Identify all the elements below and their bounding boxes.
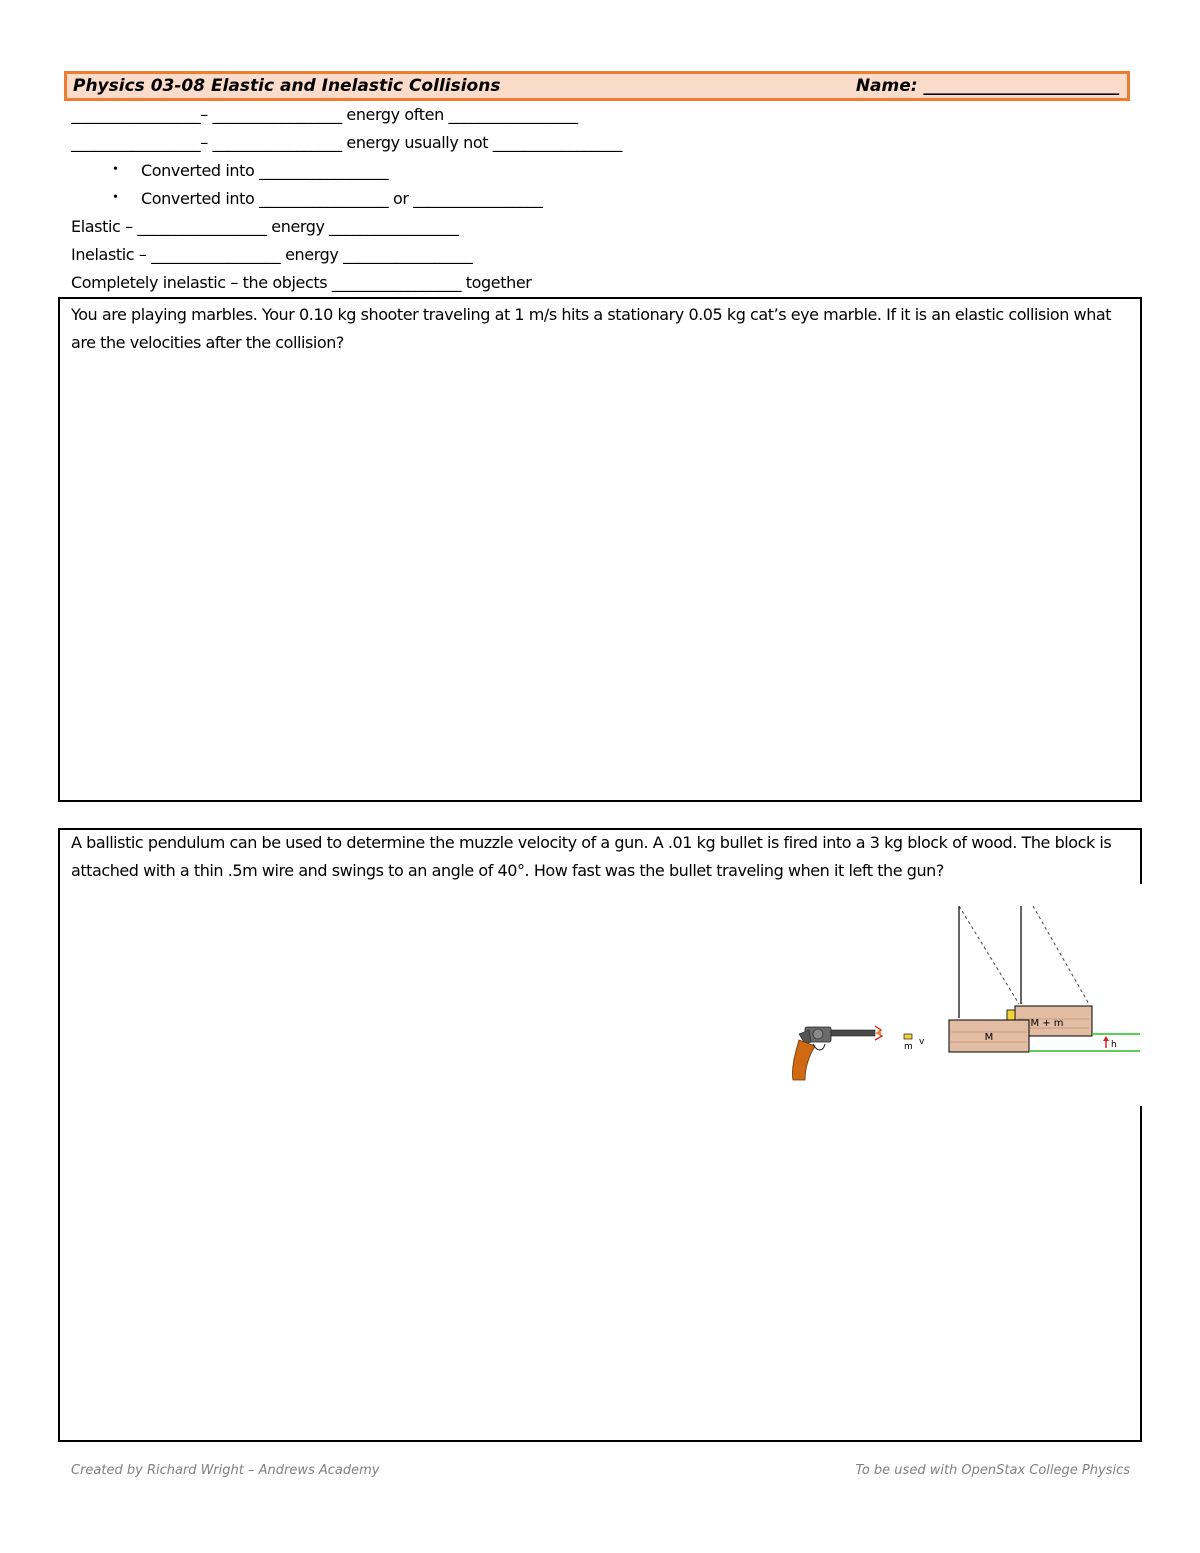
worksheet-title: Physics 03-08 Elastic and Inelastic Collisions: [73, 76, 501, 96]
bullet-marker-1: •: [113, 162, 118, 177]
bullet-mass-label: m: [904, 1042, 913, 1052]
footer-credit: Created by Richard Wright – Andrews Academy: [71, 1463, 380, 1478]
velocity-label: v: [919, 1037, 925, 1047]
notes-bullet-2: Converted into _________________ or _________________: [141, 189, 543, 208]
footer-source: To be used with OpenStax College Physics: [855, 1463, 1130, 1478]
problem-1-text: You are playing marbles. Your 0.10 kg shooter traveling at 1 m/s hits a stationary 0.05 kg cat’s eye marble. If it is an elastic collision what are the velocities after the collision?: [71, 305, 1112, 352]
problem-2-text: A ballistic pendulum can be used to determine the muzzle velocity of a gun. A .01 kg bullet is fired into a 3 kg block of wood. The block is attached with a thin .5m wire and swings to an angle of 40°. How fast was the bullet traveling when it left the gun?: [71, 833, 1112, 880]
worksheet-header: [64, 71, 1130, 101]
ballistic-pendulum-figure: [785, 884, 1145, 1106]
combined-mass-label: M + m: [1030, 1018, 1064, 1029]
bullet-icon: [904, 1034, 912, 1039]
notes-completely-inelastic: Completely inelastic – the objects _________________ together: [71, 273, 532, 292]
name-field-label: Name: _______________________: [855, 76, 1119, 96]
notes-line-2: _________________– _________________ energy usually not _________________: [71, 133, 622, 152]
bullet-marker-2: •: [113, 190, 118, 205]
figure-background: [785, 884, 1145, 1106]
notes-elastic: Elastic – _________________ energy _________________: [71, 217, 459, 236]
embedded-bullet-icon: [1007, 1010, 1015, 1020]
notes-bullet-1: Converted into _________________: [141, 161, 389, 180]
notes-line-1: _________________– _________________ energy often _________________: [71, 105, 578, 124]
height-label: h: [1111, 1040, 1117, 1050]
block-mass-label: M: [984, 1032, 994, 1043]
notes-inelastic: Inelastic – _________________ energy _________________: [71, 245, 473, 264]
problem-1-box: [58, 297, 1142, 802]
